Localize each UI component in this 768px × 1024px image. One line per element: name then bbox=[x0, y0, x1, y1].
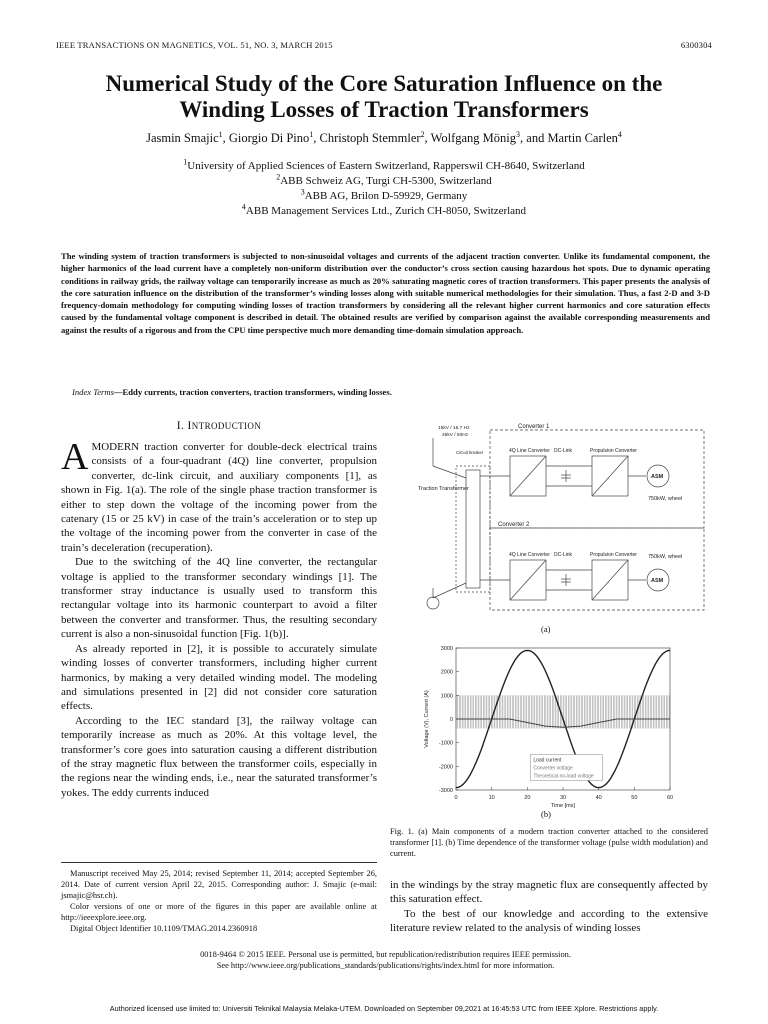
legend-entry: Load current bbox=[533, 757, 562, 764]
supply-label-2: 25kV / 50Hz bbox=[442, 433, 469, 438]
footnote-rule bbox=[61, 862, 377, 863]
asm-label: ASM bbox=[651, 474, 664, 480]
drop-cap: A bbox=[61, 436, 89, 478]
footnotes bbox=[61, 868, 377, 934]
x-tick-label: 10 bbox=[488, 795, 495, 801]
footnote: Color versions of one or more of the figures in this paper are available online at http://ieeexplore.ieee.org. bbox=[61, 902, 377, 922]
author-sup: 3 bbox=[516, 129, 521, 139]
author: , Wolfgang Mönig bbox=[424, 131, 517, 145]
column-2-body bbox=[390, 878, 708, 936]
author: , Christoph Stemmler bbox=[313, 131, 421, 145]
introduction-body bbox=[61, 436, 377, 800]
series-converter-voltage bbox=[456, 695, 670, 728]
affiliation: $^1$University of Applied Sciences of Eastern Switzerland, Rapperswil CH-8640, Switzerland bbox=[183, 157, 585, 172]
x-tick-label: 0 bbox=[454, 795, 458, 801]
propulsion-converter-label: Propulsion Converter bbox=[590, 448, 637, 454]
y-tick-label: 0 bbox=[449, 717, 453, 723]
author: Jasmin Smajic bbox=[146, 131, 219, 145]
index-terms-text: —Eddy currents, traction converters, traction transformers, winding losses. bbox=[113, 387, 392, 397]
figure-caption: Fig. 1. (a) Main components of a modern traction converter attached to the considered transformer [1]. (b) Time dependence of the transformer voltage (pulse width modulation) and current. bbox=[390, 827, 708, 858]
section-heading: I. INTRODUCTION bbox=[176, 420, 262, 432]
breaker-label: Circuit breaker bbox=[456, 450, 484, 455]
power-label: 750kW, wheel bbox=[648, 554, 683, 560]
converter-1-label: Converter 1 bbox=[518, 424, 550, 430]
running-header bbox=[56, 40, 712, 50]
affiliation: $^3$ABB AG, Brilon D-59929, Germany bbox=[300, 187, 468, 202]
dc-link-label: DC-Link bbox=[554, 552, 573, 558]
author-list bbox=[40, 131, 728, 146]
index-terms-label: Index Terms bbox=[72, 387, 114, 397]
y-tick-label: 2000 bbox=[440, 669, 453, 676]
converter-2-label: Converter 2 bbox=[498, 522, 530, 528]
affiliations bbox=[40, 159, 728, 219]
y-tick-label: 3000 bbox=[440, 646, 453, 652]
power-label: 750kW, wheel bbox=[648, 496, 683, 502]
paragraph: Due to the switching of the 4Q line converter, the rectangular voltage is applied to the transformer secondary windings [1]. The transformer stray inductance is usually used to transform this rectangular voltage into its harmonic counterpart to avoid a filter between the converter and transformer. Thus, the resulting secondary current is also a non-sinusoidal function [Fig. 1(b)]. bbox=[61, 556, 377, 641]
y-tick-label: -2000 bbox=[438, 764, 453, 771]
wheel-icon bbox=[427, 597, 439, 609]
legend-entry: Theoretical no-load voltage bbox=[533, 773, 594, 780]
title-line-1: Numerical Study of the Core Saturation Influence on the bbox=[105, 71, 663, 96]
transformer-box bbox=[456, 466, 490, 592]
affiliation: $^2$ABB Schweiz AG, Turgi CH-5300, Switzerland bbox=[276, 172, 492, 187]
propulsion-converter-label: Propulsion Converter bbox=[590, 552, 637, 558]
y-tick-label: -3000 bbox=[438, 788, 453, 794]
paper-title bbox=[60, 71, 708, 123]
transformer-label: Traction Transformer bbox=[418, 486, 469, 492]
x-tick-label: 60 bbox=[666, 795, 674, 801]
footnote: Manuscript received May 25, 2014; revised September 11, 2014; accepted September 26, 2014. Date of current version April 22, 2015. Corresponding author: J. Smajic (e-mail: jsmajic@hsr.ch). bbox=[61, 869, 377, 900]
figure-1a-diagram bbox=[418, 418, 708, 618]
x-tick-label: 20 bbox=[524, 795, 531, 801]
author-sup: 1 bbox=[218, 129, 223, 139]
legend-entry: Converter voltage bbox=[533, 765, 573, 772]
dc-link-label: DC-Link bbox=[554, 448, 573, 454]
page-number: 6300304 bbox=[680, 40, 712, 50]
y-axis-label: Voltage (V), Current (A) bbox=[424, 690, 430, 748]
line-converter-label: 4Q Line Converter bbox=[509, 448, 550, 454]
x-tick-label: 40 bbox=[595, 795, 602, 801]
author: , Giorgio Di Pino bbox=[222, 131, 310, 145]
abstract: The winding system of traction transformers is subjected to non-sinusoidal voltages and currents of the adjacent traction converter. Unlike its fundamental component, the higher harmonics of the load current have a completely non-uniform distribution over the conductor’s cross section causing hazardous hot spots. Due to dynamic operating conditions in railway grids, the railway voltage can temporarily increase as much as 20% saturating magnetic cores of traction transformers. This paper presents the analysis of the core saturation influence on the distribution of the transformer’s winding losses along with suitable numerical methodologies for their simulation. Thus, a fast 2-D and 3-D frequency-domain methodology for computing winding losses of traction transformers by considering all the relevant higher current harmonics and core saturation effects caused by the fundamental voltage component is described in detail. The obtained results are verified by comparison against the available corresponding measurements and against the results of a rigorous and from the CPU time perspective much more demanding time-domain simulation approach. bbox=[61, 251, 710, 335]
paragraph: in the windings by the stray magnetic flux are consequently affected by this saturation effect. bbox=[390, 879, 708, 906]
y-tick-label: 1000 bbox=[440, 693, 453, 700]
paragraph: As already reported in [2], it is possible to accurately simulate winding losses of converter transformers, including higher current harmonics, by making a very detailed winding model. The modeling and simulations presented in [2] did not consider core saturation effects. bbox=[61, 642, 377, 713]
converter-2-box bbox=[490, 528, 704, 610]
copyright-notice: 0018-9464 © 2015 IEEE. Personal use is permitted, but republication/redistribution requires IEEE permission. See http://www.ieee.org/publications_standards/publications/rights/index.html for more information. bbox=[200, 950, 571, 970]
figure-1b-label: (b) bbox=[541, 809, 551, 819]
author-sup: 4 bbox=[617, 129, 622, 139]
asm-label: ASM bbox=[651, 578, 664, 584]
index-terms bbox=[72, 387, 710, 397]
journal-name: IEEE TRANSACTIONS ON MAGNETICS, VOL. 51, NO. 3, MARCH 2015 bbox=[56, 40, 333, 50]
author-sup: 2 bbox=[420, 129, 425, 139]
line-converter-label: 4Q Line Converter bbox=[509, 552, 550, 558]
x-tick-label: 50 bbox=[631, 795, 638, 801]
author: , and Martin Carlen bbox=[520, 131, 618, 145]
author-sup: 1 bbox=[309, 129, 314, 139]
paragraph: According to the IEC standard [3], the railway voltage can temporarily increase as much as 20%. At this voltage level, the transformer’s core goes into saturation causing a different distribution of the stray magnetic flux between the transformer coils, especially in the regions near the winding ends, i.e., near the saturated transformer’s yokes. The eddy currents induced bbox=[61, 714, 377, 799]
x-tick-label: 30 bbox=[559, 795, 567, 801]
paragraph: A MODERN traction converter for double-deck electrical trains consists of a four-quadrant (4Q) line converter, propulsion converter, dc-link circuit, and auxiliary components [1], as shown in Fig. 1(a). The role of the single phase traction transformer is either to step down the voltage of the incoming power from the catenary (15 or 25 kV) in case of the train’s acceleration or to step up the voltage of the incoming power from the converter in case of the train’s deceleration (recuperation). bbox=[61, 436, 377, 554]
footnote: Digital Object Identifier 10.1109/TMAG.2014.2360918 bbox=[70, 924, 258, 933]
converter-1-box bbox=[490, 430, 704, 528]
supply-label: 15kV / 16.7 Hz bbox=[438, 426, 470, 431]
y-tick-label: -1000 bbox=[438, 740, 453, 747]
figure-1a-label: (a) bbox=[541, 624, 551, 634]
authorized-use-notice: Authorized licensed use limited to: Universiti Teknikal Malaysia Melaka-UTEM. Downloaded on September 09,2021 at 16:45:53 UTC from IEEE Xplore. Restrictions apply. bbox=[109, 1004, 659, 1013]
figure-1b-chart bbox=[418, 640, 708, 820]
title-line-2: Winding Losses of Traction Transformers bbox=[179, 97, 589, 122]
x-axis-label: Time [ms] bbox=[551, 803, 575, 809]
affiliation: $^4$ABB Management Services Ltd., Zurich CH-8050, Switzerland bbox=[241, 202, 527, 217]
paragraph: To the best of our knowledge and according to the extensive literature review related to the analysis of winding losses bbox=[390, 907, 708, 935]
